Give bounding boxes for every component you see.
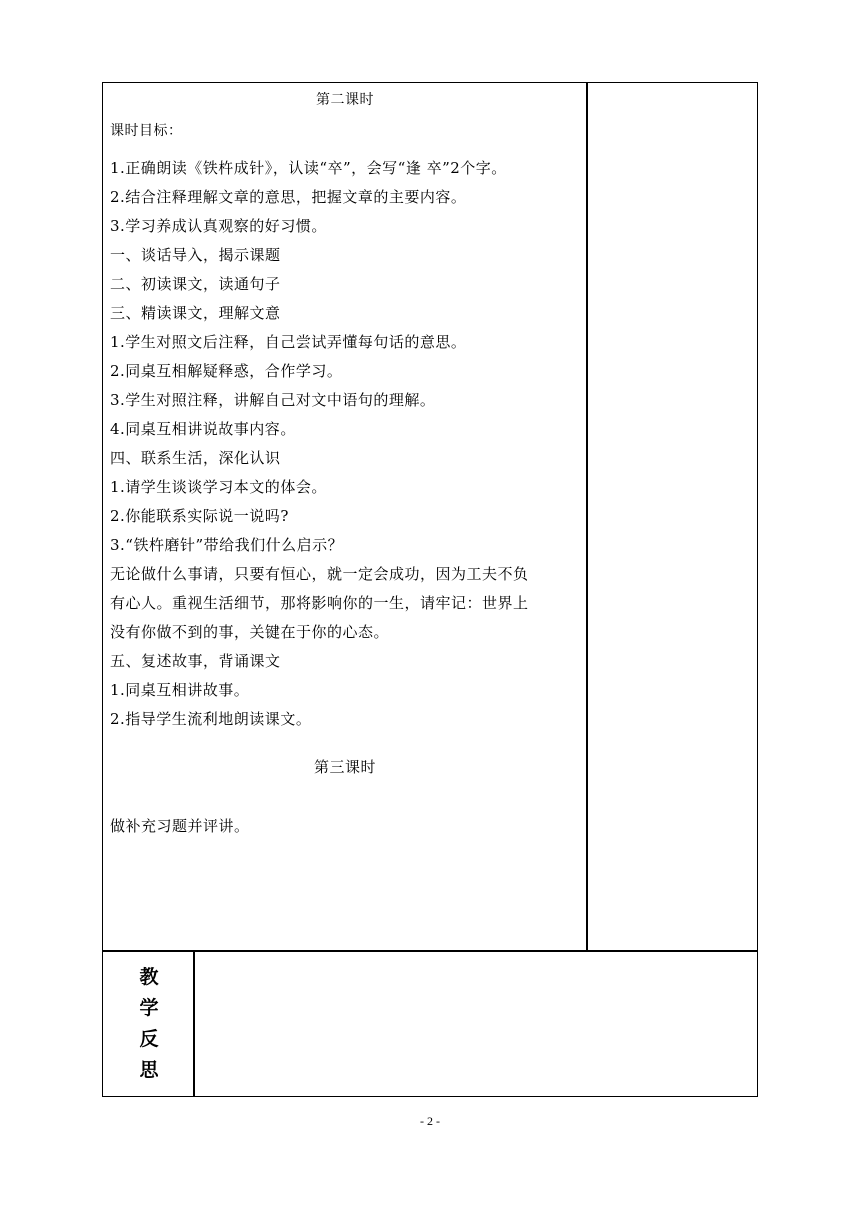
- lesson2-line: 1.请学生谈谈学习本文的体会。: [110, 478, 327, 496]
- lesson2-line: 四、联系生活，深化认识: [110, 449, 281, 467]
- lesson2-line: 2.指导学生流利地朗读课文。: [110, 710, 312, 728]
- lesson2-line: 3.“铁杵磨针”带给我们什么启示？: [110, 536, 344, 554]
- lesson2-line: 没有你做不到的事，关键在于你的心态。: [110, 623, 390, 641]
- lesson2-line: 1.学生对照文后注释，自己尝试弄懂每句话的意思。: [110, 333, 467, 351]
- reflection-char: 反: [139, 1028, 159, 1050]
- lesson2-title: 第二课时: [316, 92, 374, 108]
- lesson2-line: 2.结合注释理解文章的意思，把握文章的主要内容。: [110, 188, 467, 206]
- lesson3-text: 做补充习题并评讲。: [110, 817, 250, 835]
- lesson2-line: 一、谈话导入，揭示课题: [110, 246, 281, 264]
- lesson2-line: 二、初读课文，读通句子: [110, 275, 281, 293]
- reflection-label: [104, 962, 194, 1086]
- lesson2-line: 4.同桌互相讲说故事内容。: [110, 420, 296, 438]
- reflection-char: 教: [139, 966, 159, 988]
- lesson2-line: 2.你能联系实际说一说吗?: [110, 507, 289, 525]
- lesson2-line: 3.学生对照注释，讲解自己对文中语句的理解。: [110, 391, 436, 409]
- reflection-char: 学: [139, 997, 159, 1019]
- page-number: - 2 -: [420, 1114, 440, 1128]
- lesson2-line: 三、精读课文，理解文意: [110, 304, 281, 322]
- lesson3-title: 第三课时: [313, 758, 376, 776]
- lesson2-line: 有心人。重视生活细节，那将影响你的一生，请牢记：世界上: [110, 594, 529, 612]
- reflection-char: 思: [139, 1059, 159, 1081]
- side-column-divider: [586, 82, 588, 951]
- lesson2-line: 1.同桌互相讲故事。: [110, 681, 250, 699]
- lesson2-line: 五、复述故事，背诵课文: [110, 652, 281, 670]
- lesson2-line: 2.同桌互相解疑释惑，合作学习。: [110, 362, 343, 380]
- lesson2-line: 无论做什么事请，只要有恒心，就一定会成功，因为工夫不负: [110, 565, 529, 583]
- reflection-row-divider: [102, 950, 758, 952]
- lesson2-line: 3.学习养成认真观察的好习惯。: [110, 217, 327, 235]
- lesson2-line: 1.正确朗读《铁杵成针》，认读“卒”，会写“逢 卒”2个字。: [110, 159, 507, 177]
- lesson2-line: 课时目标：: [110, 123, 183, 139]
